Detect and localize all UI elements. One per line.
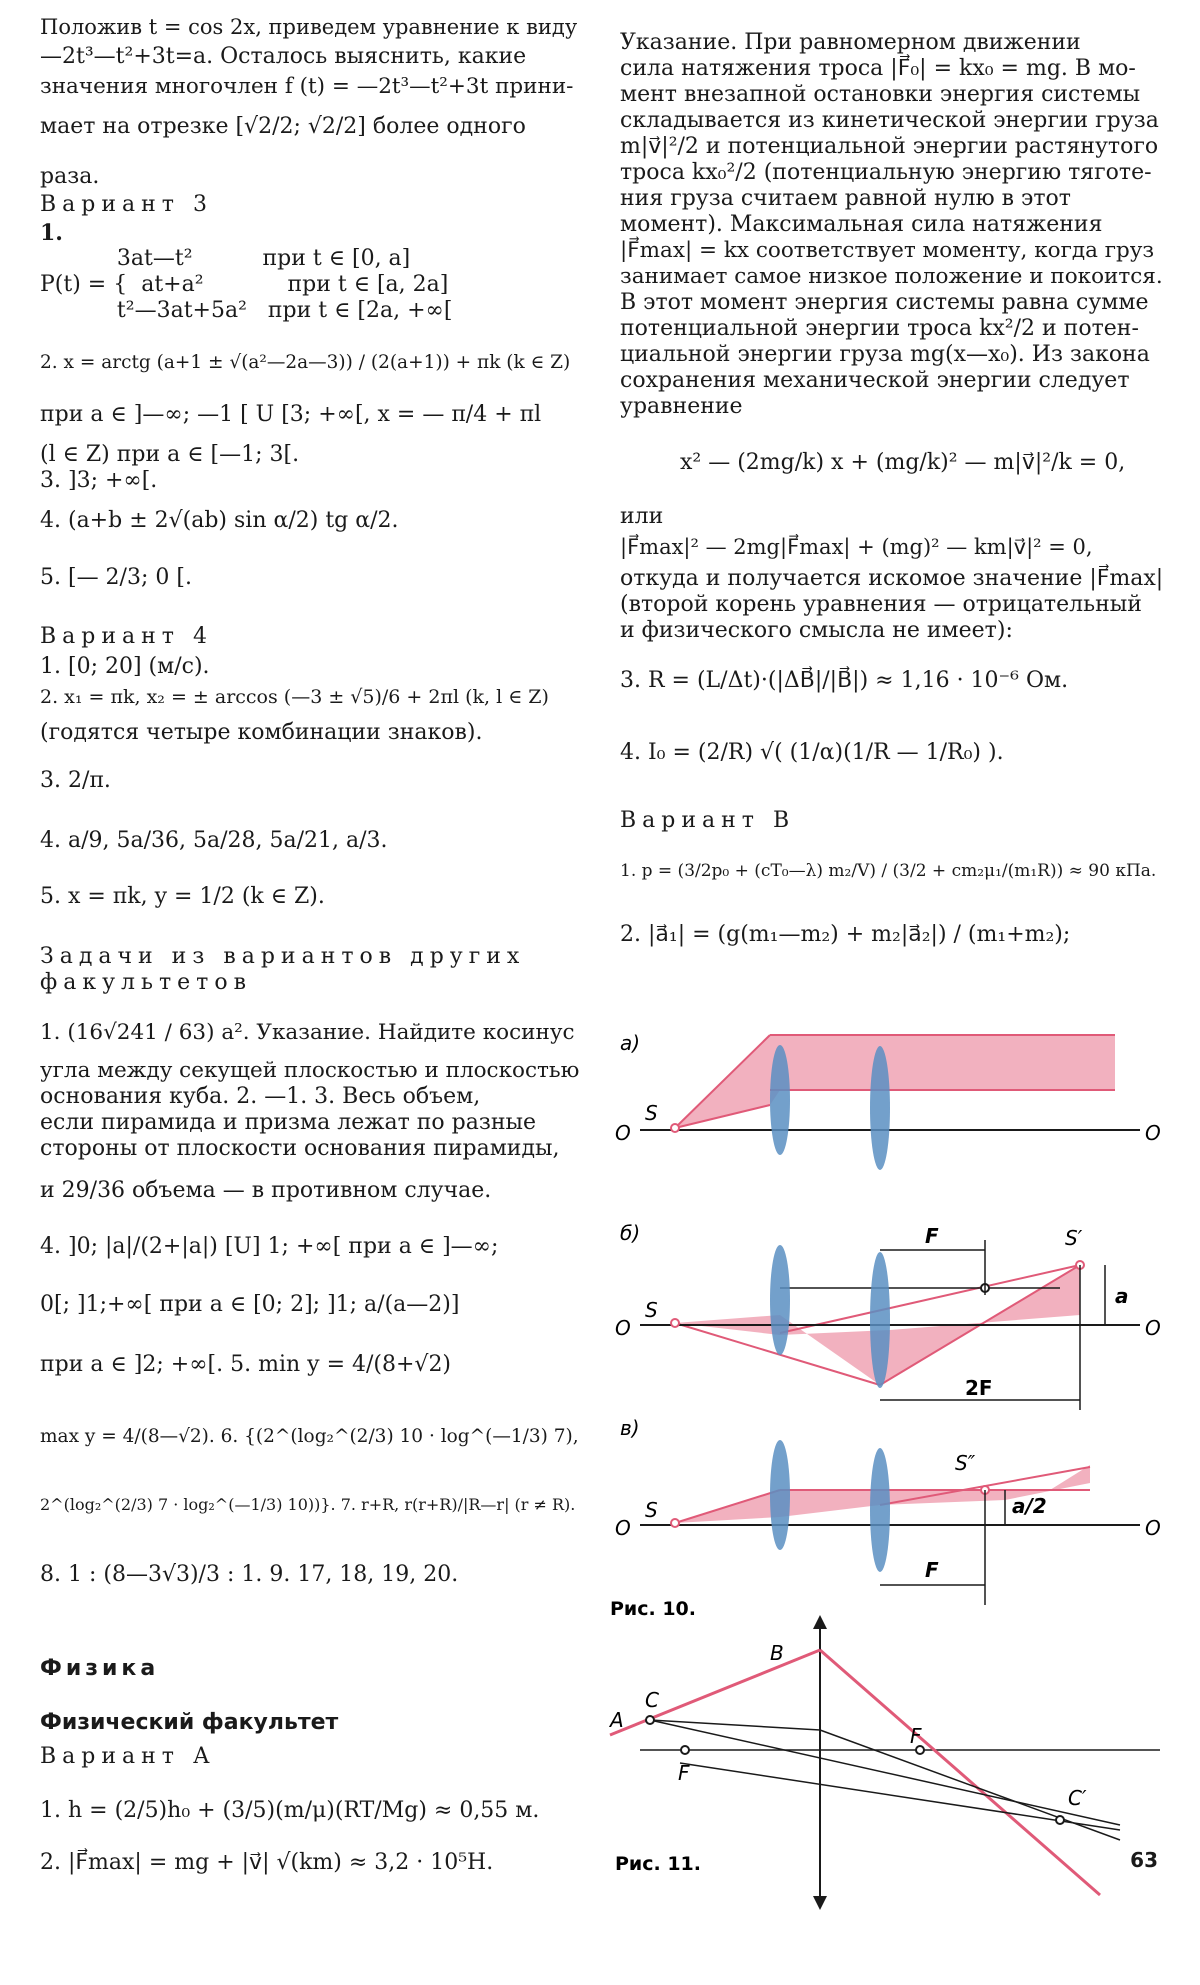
label-A: A [610, 1708, 624, 1732]
ray-AB [610, 1650, 820, 1735]
lens [870, 1252, 890, 1388]
ray [650, 1720, 1120, 1825]
label-F: F [925, 1224, 939, 1248]
text-line: В этот момент энергия системы равна сумме [620, 290, 1149, 315]
label-O: O [615, 1121, 631, 1145]
lens-arrow-down [813, 1896, 827, 1910]
text-line: m|v⃗|²/2 и потенциальной энергии растянутого [620, 134, 1159, 159]
text-line: (l ∈ Z) при a ∈ [—1; 3[. [40, 442, 300, 467]
section-heading: Задачи из вариантов других [40, 944, 526, 969]
text-line: 2. |a⃗₁| = (g(m₁—m₂) + m₂|a⃗₂|) / (m₁+m₂); [620, 922, 1071, 947]
fig10-panel-a [615, 1031, 1161, 1170]
text-line: 4. ]0; |a|/(2+|a|) [U] 1; +∞[ при a ∈ ]—∞; [40, 1234, 499, 1259]
page-number: 63 [1130, 1848, 1158, 1872]
figure-caption: Рис. 11. [615, 1853, 701, 1875]
text-line: P(t) = { at+a² при t ∈ [a, 2a] [40, 272, 449, 297]
label-S: S [645, 1298, 658, 1322]
text-line: |F⃗max| = kx соответствует моменту, когда груз [620, 238, 1155, 263]
section-heading: Физический факультет [40, 1710, 339, 1735]
text-line: 1. (16√241 / 63) a². Указание. Найдите косинус [40, 1020, 575, 1045]
text-line: мент внезапной остановки энергия системы [620, 82, 1141, 107]
text-line: 4. a/9, 5a/36, 5a/28, 5a/21, a/3. [40, 828, 388, 853]
label-F: F [925, 1558, 939, 1582]
label-S-prime: S′ [1065, 1226, 1083, 1250]
section-heading: Вариант А [40, 1744, 216, 1769]
text-line: троса kx₀²/2 (потенциальную энергию тяготе- [620, 160, 1152, 185]
text-line: сила натяжения троса |F⃗₀| = kx₀ = mg. В мо- [620, 56, 1136, 81]
text-line: 4. I₀ = (2/R) √( (1/α)(1/R — 1/R₀) ). [620, 740, 1004, 765]
equation: |F⃗max|² — 2mg|F⃗max| + (mg)² — km|v⃗|² = 0, [620, 535, 1093, 559]
text-line: Указание. При равномерном движении [620, 30, 1081, 55]
figure-caption: Рис. 10. [610, 1598, 696, 1620]
fig10-panel-b [615, 1221, 1161, 1410]
text-line: 1. [40, 220, 63, 246]
source-point [671, 1519, 679, 1527]
label-O: O [615, 1316, 631, 1340]
label-O: O [1145, 1316, 1161, 1340]
lens-arrow-up [813, 1615, 827, 1629]
text-line: 1. p = (3/2p₀ + (cT₀—λ) m₂/V) / (3/2 + cm₂μ₁/(m₁R)) ≈ 90 кПа. [620, 861, 1157, 881]
text-line: сохранения механической энергии следует [620, 368, 1130, 393]
text-line: 2^(log₂^(2/3) 7 · log₂^(—1/3) 10))}. 7. r+R, r(r+R)/|R—r| (r ≠ R). [40, 1495, 576, 1514]
label-a-half: a/2 [1012, 1494, 1047, 1518]
ray-BC [820, 1650, 1100, 1895]
text-line: если пирамида и призма лежат по разные [40, 1110, 537, 1135]
text-line: Положив t = cos 2x, приведем уравнение к виду [40, 15, 578, 39]
panel-tag: б) [620, 1221, 641, 1245]
section-heading: Вариант В [620, 808, 796, 833]
text-line: складывается из кинетической энергии груза [620, 108, 1159, 133]
label-S: S [645, 1101, 658, 1125]
ray [680, 1763, 1120, 1830]
fig10-panel-c [615, 1416, 1161, 1605]
light-beam [675, 1035, 1115, 1128]
text-line: стороны от плоскости основания пирамиды, [40, 1136, 560, 1161]
text-line: угла между секущей плоскостью и плоскостью [40, 1058, 580, 1083]
text-line: —2t³—t²+3t=a. Осталось выяснить, какие [40, 44, 527, 69]
figure-10 [600, 1010, 1170, 1630]
label-F: F [678, 1761, 690, 1785]
lens [770, 1245, 790, 1355]
text-line: 1. [0; 20] (м/с). [40, 654, 210, 679]
text-line: 2. x₁ = πk, x₂ = ± arccos (—3 ± √5)/6 + 2πl (k, l ∈ Z) [40, 686, 549, 708]
label-S: S [645, 1498, 658, 1522]
lens [770, 1045, 790, 1155]
label-C-prime: C′ [1068, 1786, 1087, 1810]
label-B: B [770, 1641, 784, 1665]
label-a: a [1115, 1284, 1129, 1308]
label-2F: 2F [965, 1376, 993, 1400]
source-point [671, 1319, 679, 1327]
lens [770, 1440, 790, 1550]
text-line: мает на отрезке [√2/2; √2/2] более одного [40, 114, 526, 139]
figure-11 [600, 1615, 1170, 1915]
lens [870, 1046, 890, 1170]
text-line: откуда и получается искомое значение |F⃗max| [620, 566, 1164, 591]
panel-tag: а) [620, 1031, 641, 1055]
section-heading: факультетов [40, 970, 252, 995]
text-line: уравнение [620, 394, 743, 419]
source-point [671, 1124, 679, 1132]
text-line: раза. [40, 164, 100, 189]
lens [870, 1448, 890, 1572]
text-line: значения многочлен f (t) = —2t³—t²+3t прини- [40, 74, 574, 99]
point-C-prime [1056, 1816, 1064, 1824]
text-line: момент). Максимальная сила натяжения [620, 212, 1103, 237]
text-line: 5. [— 2/3; 0 [. [40, 565, 192, 590]
text-line: 3. R = (L/Δt)·(|ΔB⃗|/|B⃗|) ≈ 1,16 · 10⁻⁶ Ом. [620, 668, 1069, 693]
point-C [646, 1716, 654, 1724]
label-O: O [615, 1516, 631, 1540]
text-line: 0[; ]1;+∞[ при a ∈ [0; 2]; ]1; a/(a—2)] [40, 1292, 460, 1317]
label-S-double-prime: S″ [955, 1451, 976, 1475]
panel-tag: в) [620, 1416, 640, 1440]
section-heading: Вариант 4 [40, 624, 213, 649]
text-line: основания куба. 2. —1. 3. Весь объем, [40, 1084, 481, 1109]
text-line: циальной энергии груза mg(x—x₀). Из закона [620, 342, 1150, 367]
text-line: 3at—t² при t ∈ [0, a] [40, 246, 411, 271]
text-line: 1. h = (2/5)h₀ + (3/5)(m/μ)(RT/Mg) ≈ 0,55 м. [40, 1798, 540, 1823]
label-O: O [1145, 1516, 1161, 1540]
text-line: 3. ]3; +∞[. [40, 468, 158, 493]
text-line: t²—3at+5a² при t ∈ [2a, +∞[ [40, 298, 453, 323]
text-line: 4. (a+b ± 2√(ab) sin α/2) tg α/2. [40, 508, 399, 533]
text-line: 3. 2/π. [40, 768, 111, 793]
text-line: потенциальной энергии троса kx²/2 и потен- [620, 316, 1139, 341]
label-F: F [910, 1724, 922, 1748]
focus-point [681, 1746, 689, 1754]
label-C: C [645, 1688, 659, 1712]
text-line: и физического смысла не имеет): [620, 618, 1013, 643]
text-line: ния груза считаем равной нулю в этот [620, 186, 1071, 211]
text-line: (годятся четыре комбинации знаков). [40, 720, 483, 745]
label-O: O [1145, 1121, 1161, 1145]
section-heading: Вариант 3 [40, 192, 213, 217]
text-line: 8. 1 : (8—3√3)/3 : 1. 9. 17, 18, 19, 20. [40, 1562, 459, 1587]
text-line: 2. x = arctg (a+1 ± √(a²—2a—3)) / (2(a+1)) + πk (k ∈ Z) [40, 352, 571, 373]
text-line: при a ∈ ]2; +∞[. 5. min y = 4/(8+√2) [40, 1352, 452, 1377]
text-line: max y = 4/(8—√2). 6. {(2^(log₂^(2/3) 10 · log^(—1/3) 7), [40, 1426, 579, 1447]
text-line: 2. |F⃗max| = mg + |v⃗| √(km) ≈ 3,2 · 10⁵Н. [40, 1850, 494, 1875]
text-line: занимает самое низкое положение и покоится. [620, 264, 1163, 289]
text-line: и 29/36 объема — в противном случае. [40, 1178, 492, 1203]
text-line: (второй корень уравнения — отрицательный [620, 592, 1142, 617]
text-line: или [620, 504, 664, 529]
equation: x² — (2mg/k) x + (mg/k)² — m|v⃗|²/k = 0, [680, 450, 1126, 475]
text-line: при a ∈ ]—∞; —1 [ U [3; +∞[, x = — π/4 + πl [40, 402, 542, 427]
section-heading: Физика [40, 1656, 160, 1681]
text-line: 5. x = πk, y = 1/2 (k ∈ Z). [40, 884, 325, 909]
